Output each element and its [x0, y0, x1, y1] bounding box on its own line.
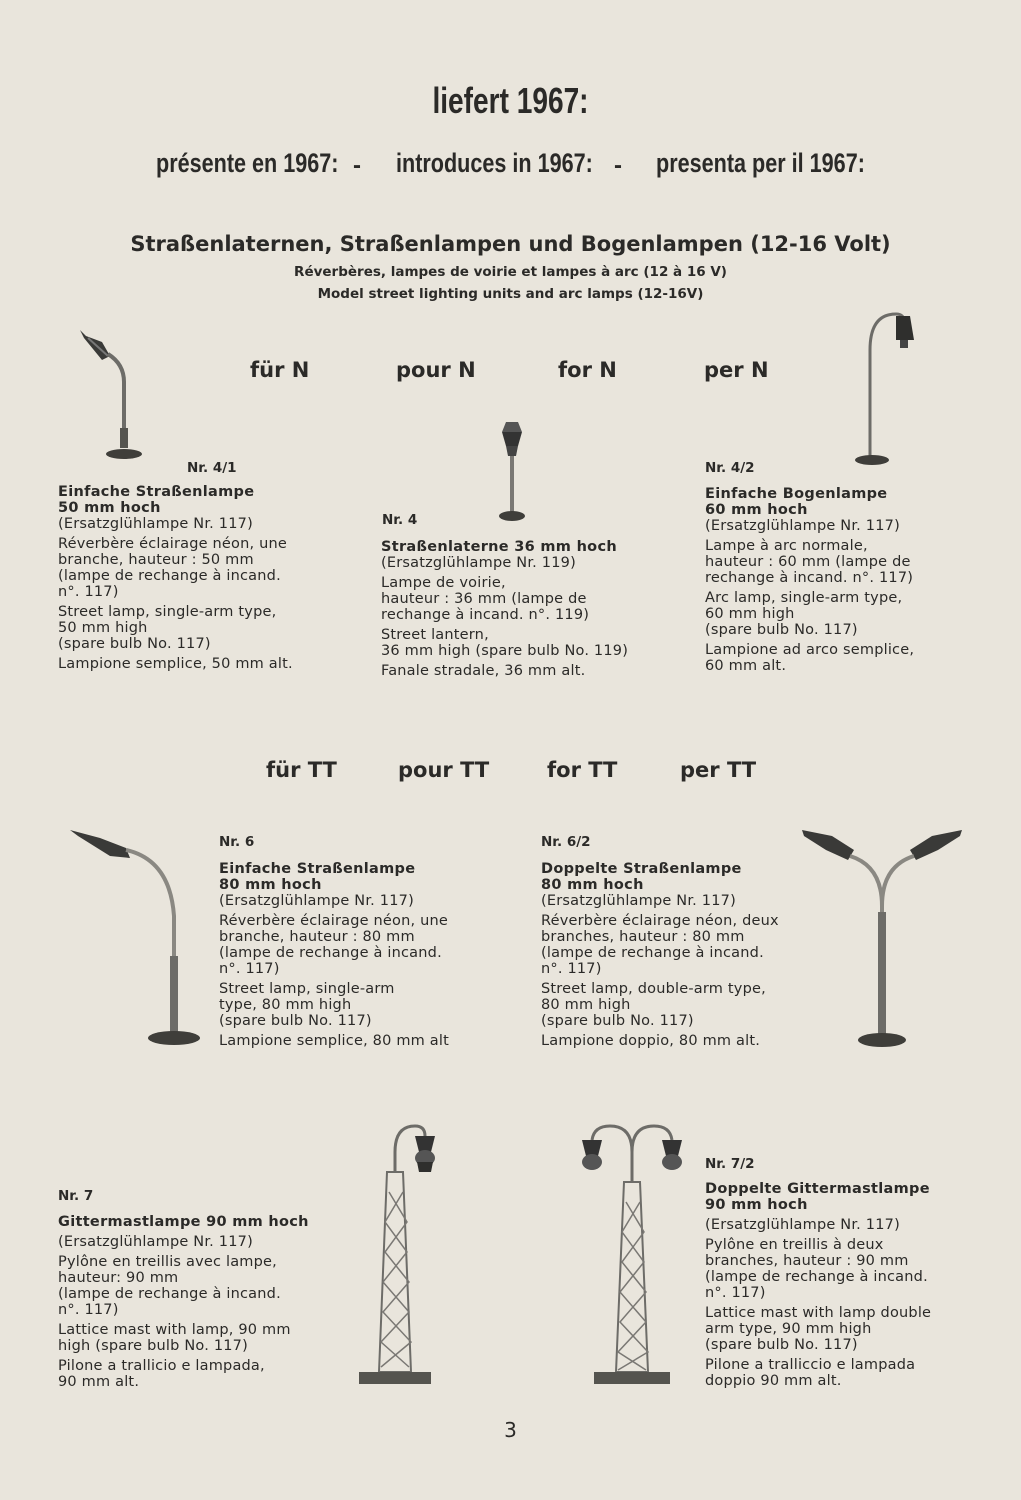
street-lamp-6-image	[70, 826, 210, 1050]
desc-line: (Ersatzglühlampe Nr. 119)	[381, 555, 576, 571]
desc-line: Einfache Straßenlampe	[219, 861, 416, 877]
desc-line: Lampe à arc normale,	[705, 538, 868, 554]
desc-line: (lampe de rechange à incand.	[705, 1269, 928, 1285]
desc-line: rechange à incand. n°. 117)	[705, 570, 914, 586]
product-desc-7-2	[705, 1181, 931, 1389]
desc-line: Fanale stradale, 36 mm alt.	[381, 663, 586, 679]
gauge-n-it: per N	[704, 358, 769, 382]
desc-line: n°. 117)	[58, 1302, 119, 1318]
product-number-4-2: Nr. 4/2	[705, 460, 755, 476]
product-number-7-2: Nr. 7/2	[705, 1156, 755, 1172]
gauge-n-en: for N	[558, 358, 617, 382]
desc-line: (Ersatzglühlampe Nr. 117)	[58, 516, 253, 532]
desc-line: 60 mm high	[705, 606, 795, 622]
gauge-n-fr: pour N	[396, 358, 476, 382]
desc-line: 80 mm hoch	[219, 877, 322, 893]
street-lamp-4-1-image	[80, 330, 150, 465]
page-title: liefert 1967:	[432, 80, 589, 121]
desc-line: (spare bulb No. 117)	[58, 636, 211, 652]
desc-line: (Ersatzglühlampe Nr. 117)	[541, 893, 736, 909]
desc-line: type, 80 mm high	[219, 997, 352, 1013]
desc-line: hauteur: 90 mm	[58, 1270, 179, 1286]
desc-line: Einfache Straßenlampe	[58, 484, 255, 500]
desc-line: (spare bulb No. 117)	[705, 622, 858, 638]
desc-line: hauteur : 60 mm (lampe de	[705, 554, 911, 570]
desc-line: Pylône en treillis avec lampe,	[58, 1254, 277, 1270]
double-street-lamp-6-2-image	[802, 826, 964, 1052]
desc-line: (lampe de rechange à incand.	[541, 945, 764, 961]
desc-line: Lampione doppio, 80 mm alt.	[541, 1033, 761, 1049]
desc-line: 80 mm high	[541, 997, 631, 1013]
section-heading-en: Model street lighting units and arc lamps (12-16V)	[317, 286, 704, 302]
gauge-tt-de: für TT	[266, 758, 337, 782]
desc-line: Réverbère éclairage néon, une	[58, 536, 288, 552]
product-number-7: Nr. 7	[58, 1188, 94, 1204]
desc-line: 36 mm high (spare bulb No. 119)	[381, 643, 629, 659]
desc-line: 60 mm hoch	[705, 502, 808, 518]
subtitle-en: introduces in 1967:	[396, 148, 593, 178]
desc-line: Doppelte Gittermastlampe	[705, 1181, 930, 1197]
product-desc-6	[219, 861, 449, 1049]
desc-line: 90 mm hoch	[705, 1197, 808, 1213]
product-number-4: Nr. 4	[382, 512, 418, 528]
lattice-mast-lamp-7-image	[355, 1122, 455, 1390]
desc-line: 90 mm alt.	[58, 1374, 140, 1390]
desc-line: n°. 117)	[541, 961, 602, 977]
gauge-tt-fr: pour TT	[398, 758, 490, 782]
desc-line: branches, hauteur : 80 mm	[541, 929, 745, 945]
desc-line: Lampione semplice, 80 mm alt	[219, 1033, 450, 1049]
product-number-4-1: Nr. 4/1	[187, 460, 237, 476]
desc-line: branche, hauteur : 80 mm	[219, 929, 415, 945]
desc-line: rechange à incand. n°. 119)	[381, 607, 590, 623]
page-number: 3	[504, 1418, 517, 1442]
desc-line: Street lamp, single-arm	[219, 981, 395, 997]
desc-line: Pilone a tralliccio e lampada	[705, 1357, 916, 1373]
subtitle-dash-1: -	[353, 152, 361, 179]
desc-line: hauteur : 36 mm (lampe de	[381, 591, 587, 607]
desc-line: 50 mm hoch	[58, 500, 161, 516]
subtitle-fr: présente en 1967:	[156, 148, 339, 178]
desc-line: 80 mm hoch	[541, 877, 644, 893]
desc-line: n°. 117)	[705, 1285, 766, 1301]
desc-line: Straßenlaterne 36 mm hoch	[381, 539, 617, 555]
desc-line: high (spare bulb No. 117)	[58, 1338, 248, 1354]
desc-line: Street lamp, single-arm type,	[58, 604, 277, 620]
subtitle-it: presenta per il 1967:	[656, 148, 865, 178]
product-number-6: Nr. 6	[219, 834, 255, 850]
desc-line: (spare bulb No. 117)	[705, 1337, 858, 1353]
double-lattice-mast-lamp-7-2-image	[576, 1122, 688, 1390]
desc-line: (Ersatzglühlampe Nr. 117)	[705, 1217, 900, 1233]
desc-line: 50 mm high	[58, 620, 148, 636]
desc-line: Arc lamp, single-arm type,	[705, 590, 903, 606]
product-number-6-2: Nr. 6/2	[541, 834, 591, 850]
desc-line: Pylône en treillis à deux	[705, 1237, 884, 1253]
desc-line: Réverbère éclairage néon, une	[219, 913, 449, 929]
desc-line: 60 mm alt.	[705, 658, 787, 674]
product-desc-7	[58, 1214, 309, 1390]
desc-line: Réverbère éclairage néon, deux	[541, 913, 779, 929]
gauge-tt-en: for TT	[547, 758, 618, 782]
arc-lamp-4-2-image	[852, 310, 932, 470]
desc-line: Lattice mast with lamp double	[705, 1305, 932, 1321]
desc-line: Lampe de voirie,	[381, 575, 506, 591]
desc-line: branches, hauteur : 90 mm	[705, 1253, 909, 1269]
desc-line: (spare bulb No. 117)	[219, 1013, 372, 1029]
desc-line: n°. 117)	[219, 961, 280, 977]
desc-line: Gittermastlampe 90 mm hoch	[58, 1214, 309, 1230]
desc-line: arm type, 90 mm high	[705, 1321, 872, 1337]
product-desc-4-2	[705, 486, 914, 674]
desc-line: (Ersatzglühlampe Nr. 117)	[58, 1234, 253, 1250]
desc-line: (spare bulb No. 117)	[541, 1013, 694, 1029]
desc-line: Lampione ad arco semplice,	[705, 642, 915, 658]
product-desc-4	[381, 539, 628, 679]
desc-line: branche, hauteur : 50 mm	[58, 552, 254, 568]
desc-line: doppio 90 mm alt.	[705, 1373, 842, 1389]
desc-line: Lattice mast with lamp, 90 mm	[58, 1322, 291, 1338]
desc-line: Street lamp, double-arm type,	[541, 981, 766, 997]
section-heading-de: Straßenlaternen, Straßenlampen und Bogenlampen (12-16 Volt)	[130, 232, 891, 256]
desc-line: (Ersatzglühlampe Nr. 117)	[705, 518, 900, 534]
desc-line: Lampione semplice, 50 mm alt.	[58, 656, 293, 672]
desc-line: (lampe de rechange à incand.	[58, 568, 281, 584]
desc-line: (lampe de rechange à incand.	[58, 1286, 281, 1302]
desc-line: Street lantern,	[381, 627, 489, 643]
gauge-tt-it: per TT	[680, 758, 757, 782]
desc-line: Einfache Bogenlampe	[705, 486, 888, 502]
desc-line: Pilone a trallicio e lampada,	[58, 1358, 265, 1374]
gauge-n-de: für N	[250, 358, 310, 382]
product-desc-6-2	[541, 861, 779, 1049]
street-lantern-4-image	[492, 422, 532, 526]
desc-line: (Ersatzglühlampe Nr. 117)	[219, 893, 414, 909]
section-heading-fr: Réverbères, lampes de voirie et lampes à arc (12 à 16 V)	[294, 264, 727, 280]
desc-line: n°. 117)	[58, 584, 119, 600]
product-desc-4-1	[58, 484, 293, 672]
lamp-head	[80, 330, 110, 360]
desc-line: Doppelte Straßenlampe	[541, 861, 742, 877]
subtitle-dash-2: -	[614, 152, 622, 179]
desc-line: (lampe de rechange à incand.	[219, 945, 442, 961]
